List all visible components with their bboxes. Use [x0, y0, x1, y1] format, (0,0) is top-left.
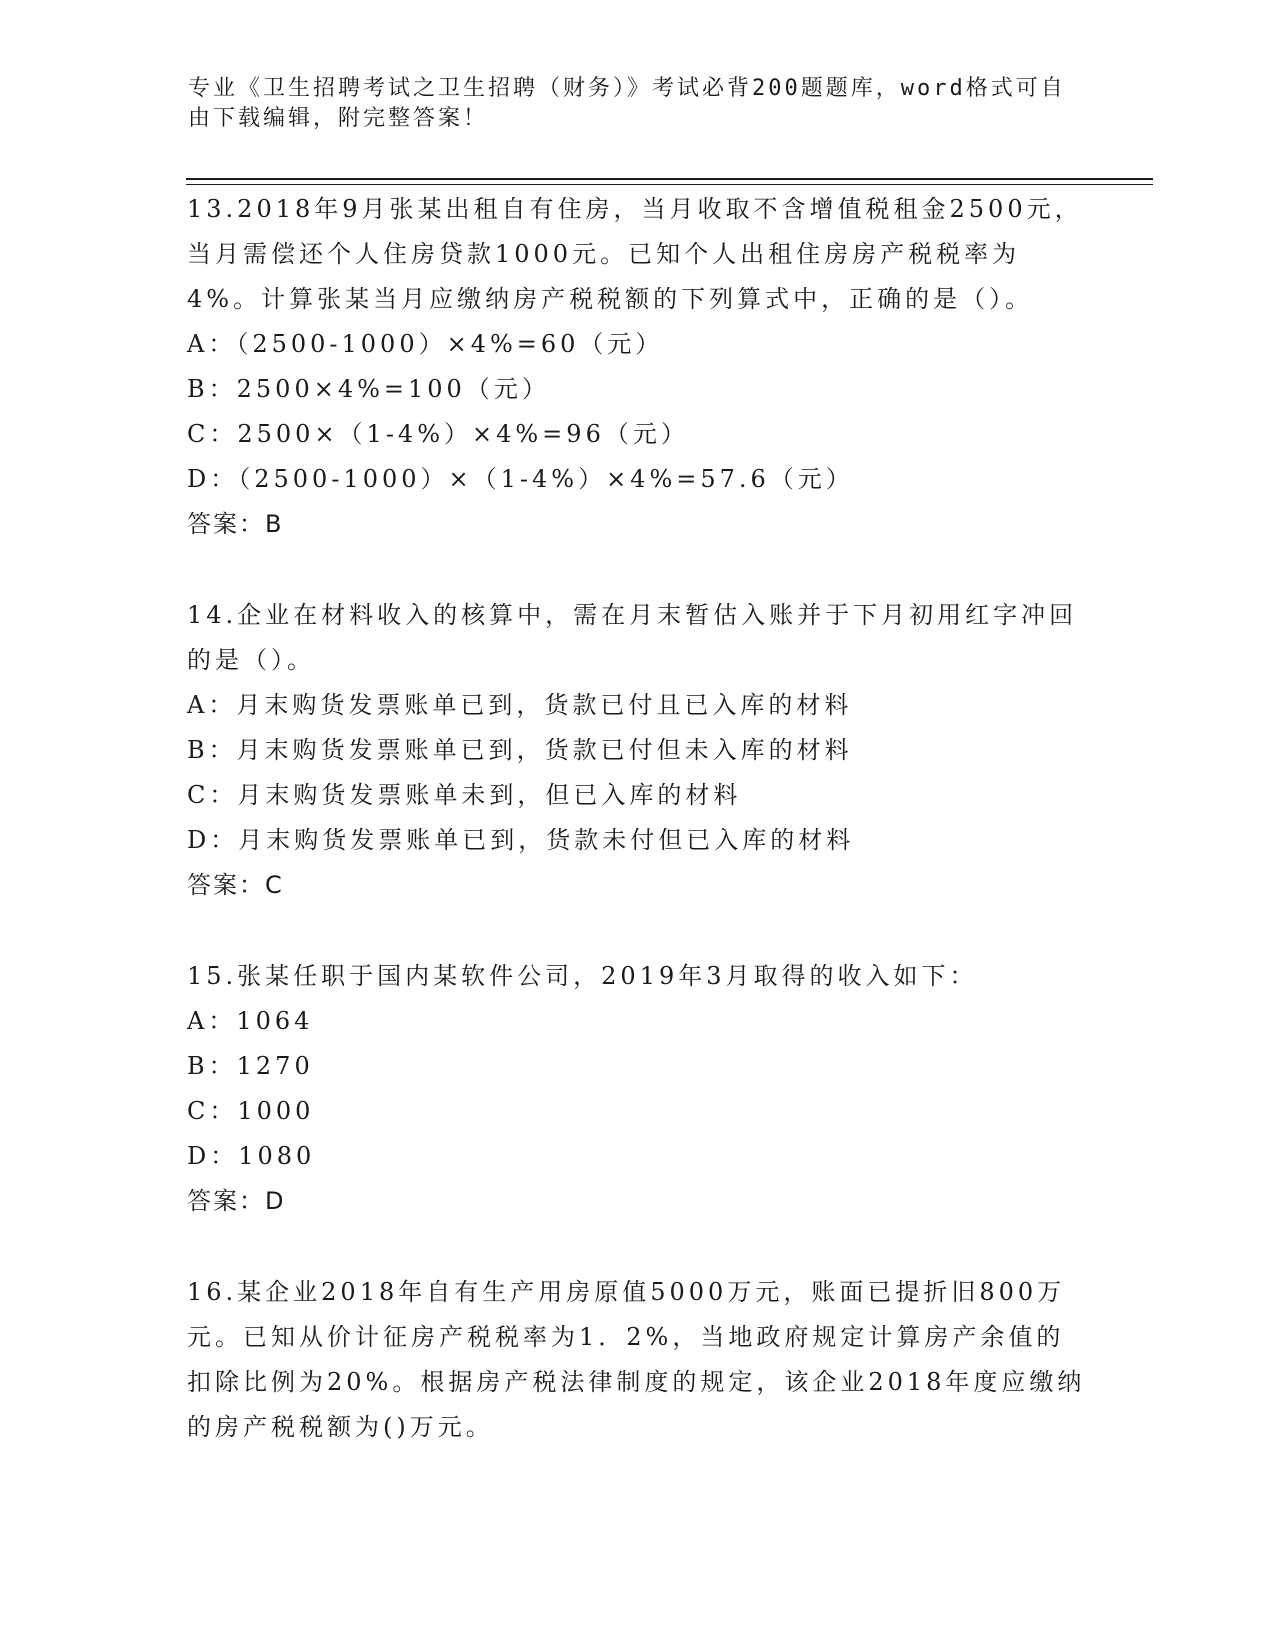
question-stem: 15.张某任职于国内某软件公司，2019年3月取得的收入如下：	[187, 962, 978, 990]
answer-line: 答案：D	[187, 1187, 286, 1215]
question-stem: 16.某企业2018年自有生产用房原值5000万元，账面已提折旧800万元。已知从价计征房产税税率为1．2%，当地政府规定计算房产余值的扣除比例为20%。根据房产税法律制度的规定，该企业2018年度应缴纳的房产税税额为()万元。	[187, 1278, 1086, 1441]
question-15	[187, 954, 1087, 1224]
option-d: D：月末购货发票账单已到，货款未付但已入库的材料	[187, 826, 855, 854]
question-stem: 14.企业在材料收入的核算中，需在月末暂估入账并于下月初用红字冲回的是（）。	[187, 601, 1078, 674]
option-b: B：2500×4%=100（元）	[187, 375, 550, 403]
question-gap	[187, 547, 1087, 593]
option-c: C：1000	[187, 1097, 315, 1125]
question-16	[187, 1270, 1087, 1450]
header-divider-thin	[186, 184, 1153, 185]
option-d: D：1080	[187, 1142, 316, 1170]
question-list	[187, 187, 1087, 1450]
option-c: C：2500×（1-4%）×4%=96（元）	[187, 420, 689, 448]
option-b: B：月末购货发票账单已到，货款已付但未入库的材料	[187, 736, 853, 764]
option-a: A：（2500-1000）×4%=60（元）	[187, 330, 664, 358]
option-a: A：1064	[187, 1007, 314, 1035]
option-b: B：1270	[187, 1052, 314, 1080]
option-c: C：月末购货发票账单未到，但已入库的材料	[187, 781, 742, 809]
document-header: 专业《卫生招聘考试之卫生招聘（财务）》考试必背200题题库，word格式可自由下载编辑，附完整答案！	[188, 76, 1066, 131]
question-stem: 13.2018年9月张某出租自有住房，当月收取不含增值税租金2500元，当月需偿还个人住房贷款1000元。已知个人出租住房房产税税率为4%。计算张某当月应缴纳房产税税额的下列算式中，正确的是（）。	[187, 195, 1083, 313]
header-divider-thick	[186, 178, 1153, 180]
question-13	[187, 187, 1087, 547]
question-gap	[187, 908, 1087, 954]
option-d: D：（2500-1000）×（1-4%）×4%=57.6（元）	[187, 465, 854, 493]
option-a: A：月末购货发票账单已到，货款已付且已入库的材料	[187, 691, 853, 719]
question-gap	[187, 1224, 1087, 1270]
answer-line: 答案：B	[187, 510, 284, 538]
question-14	[187, 593, 1087, 908]
answer-line: 答案：C	[187, 871, 284, 899]
